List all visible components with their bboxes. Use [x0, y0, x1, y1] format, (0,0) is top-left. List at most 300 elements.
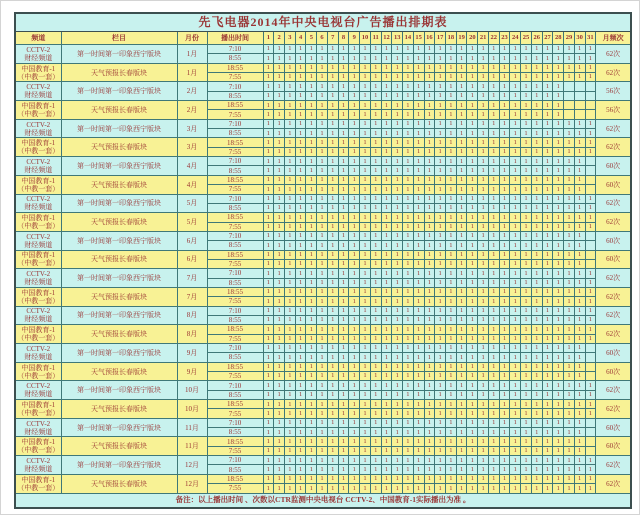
- day-cell: [585, 437, 596, 446]
- day-cell: 1: [403, 259, 414, 268]
- day-cell: 1: [392, 446, 403, 455]
- freq-cell: 62次: [596, 381, 631, 400]
- time-cell: 7:10: [207, 119, 263, 128]
- day-cell: 1: [510, 325, 521, 334]
- day-cell: 1: [424, 231, 435, 240]
- day-cell: 1: [338, 390, 349, 399]
- day-cell: 1: [381, 474, 392, 483]
- day-cell: 1: [499, 119, 510, 128]
- day-cell: 1: [392, 315, 403, 324]
- day-cell: 1: [306, 372, 317, 381]
- day-cell: 1: [488, 203, 499, 212]
- day-cell: 1: [338, 45, 349, 54]
- day-cell: 1: [553, 297, 564, 306]
- day-cell: 1: [456, 185, 467, 194]
- day-cell: 1: [446, 409, 457, 418]
- channel-name-line: CCTV-2: [26, 157, 51, 166]
- day-cell: 1: [510, 231, 521, 240]
- day-cell: 1: [435, 437, 446, 446]
- day-cell: 1: [488, 54, 499, 63]
- day-cell: 1: [392, 129, 403, 138]
- day-cell: 1: [564, 157, 575, 166]
- channel-cell: [15, 194, 61, 213]
- day-cell: 1: [349, 484, 360, 493]
- day-cell: 1: [413, 213, 424, 222]
- day-cell: 1: [499, 400, 510, 409]
- day-cell: 1: [478, 194, 489, 203]
- day-cell: 1: [327, 381, 338, 390]
- day-cell: 1: [553, 110, 564, 119]
- time-cell: 7:55: [207, 484, 263, 493]
- day-cell: 1: [585, 119, 596, 128]
- day-cell: 1: [284, 446, 295, 455]
- day-cell: 1: [499, 166, 510, 175]
- channel-cell: [15, 306, 61, 325]
- day-cell: 1: [263, 287, 274, 296]
- day-cell: 1: [413, 110, 424, 119]
- day-cell: 1: [327, 306, 338, 315]
- day-cell: 1: [478, 73, 489, 82]
- day-cell: 1: [413, 73, 424, 82]
- day-cell: 1: [564, 231, 575, 240]
- header-day-3: 3: [284, 32, 295, 45]
- day-cell: 1: [446, 250, 457, 259]
- day-cell: 1: [510, 45, 521, 54]
- month-cell: 5月: [177, 194, 207, 213]
- month-cell: 2月: [177, 101, 207, 120]
- day-cell: 1: [478, 484, 489, 493]
- header-day-22: 22: [488, 32, 499, 45]
- day-cell: 1: [424, 194, 435, 203]
- day-cell: 1: [478, 54, 489, 63]
- day-cell: 1: [499, 306, 510, 315]
- freq-cell: 60次: [596, 437, 631, 456]
- day-cell: 1: [531, 54, 542, 63]
- day-cell: 1: [456, 381, 467, 390]
- day-cell: 1: [456, 315, 467, 324]
- day-cell: 1: [263, 297, 274, 306]
- day-cell: 1: [435, 82, 446, 91]
- day-cell: 1: [542, 185, 553, 194]
- day-cell: 1: [317, 381, 328, 390]
- day-cell: 1: [531, 278, 542, 287]
- day-cell: 1: [499, 344, 510, 353]
- day-cell: 1: [360, 437, 371, 446]
- day-cell: 1: [392, 353, 403, 362]
- day-cell: 1: [531, 362, 542, 371]
- day-cell: 1: [274, 465, 285, 474]
- day-cell: 1: [392, 231, 403, 240]
- day-cell: 1: [542, 372, 553, 381]
- day-cell: 1: [413, 129, 424, 138]
- day-cell: 1: [553, 45, 564, 54]
- day-cell: 1: [467, 185, 478, 194]
- day-cell: 1: [370, 437, 381, 446]
- day-cell: 1: [467, 101, 478, 110]
- channel-name-line: 财经频道: [24, 91, 53, 100]
- day-cell: 1: [349, 465, 360, 474]
- day-cell: 1: [564, 213, 575, 222]
- day-cell: 1: [274, 45, 285, 54]
- day-cell: 1: [564, 344, 575, 353]
- day-cell: 1: [263, 278, 274, 287]
- day-cell: 1: [478, 334, 489, 343]
- day-cell: 1: [446, 185, 457, 194]
- day-cell: 1: [585, 334, 596, 343]
- day-cell: 1: [585, 203, 596, 212]
- day-cell: 1: [317, 297, 328, 306]
- day-cell: 1: [499, 418, 510, 427]
- time-cell: 7:55: [207, 259, 263, 268]
- day-cell: 1: [564, 325, 575, 334]
- time-cell: 8:55: [207, 129, 263, 138]
- day-cell: 1: [349, 194, 360, 203]
- header-day-23: 23: [499, 32, 510, 45]
- schedule-row: [15, 213, 631, 222]
- day-cell: 1: [510, 110, 521, 119]
- day-cell: 1: [349, 381, 360, 390]
- day-cell: 1: [446, 362, 457, 371]
- day-cell: 1: [360, 306, 371, 315]
- day-cell: 1: [585, 147, 596, 156]
- day-cell: 1: [392, 269, 403, 278]
- day-cell: 1: [263, 381, 274, 390]
- freq-cell: 62次: [596, 456, 631, 475]
- day-cell: 1: [499, 456, 510, 465]
- day-cell: 1: [446, 278, 457, 287]
- program-cell: 天气预报长春版块: [61, 175, 177, 194]
- day-cell: 1: [413, 185, 424, 194]
- day-cell: 1: [499, 372, 510, 381]
- day-cell: 1: [553, 203, 564, 212]
- day-cell: 1: [467, 194, 478, 203]
- day-cell: 1: [284, 213, 295, 222]
- day-cell: 1: [574, 381, 585, 390]
- day-cell: 1: [446, 306, 457, 315]
- day-cell: 1: [360, 63, 371, 72]
- day-cell: 1: [521, 269, 532, 278]
- day-cell: 1: [295, 185, 306, 194]
- day-cell: 1: [435, 110, 446, 119]
- day-cell: 1: [349, 213, 360, 222]
- day-cell: 1: [564, 138, 575, 147]
- day-cell: 1: [317, 203, 328, 212]
- month-cell: 6月: [177, 231, 207, 250]
- day-cell: 1: [542, 474, 553, 483]
- day-cell: 1: [564, 306, 575, 315]
- day-cell: 1: [456, 418, 467, 427]
- day-cell: 1: [360, 194, 371, 203]
- day-cell: 1: [381, 231, 392, 240]
- day-cell: 1: [564, 418, 575, 427]
- time-cell: 7:10: [207, 82, 263, 91]
- day-cell: 1: [478, 409, 489, 418]
- day-cell: 1: [553, 344, 564, 353]
- day-cell: [574, 101, 585, 110]
- day-cell: 1: [284, 241, 295, 250]
- day-cell: 1: [585, 484, 596, 493]
- day-cell: 1: [284, 362, 295, 371]
- day-cell: 1: [338, 101, 349, 110]
- day-cell: 1: [317, 400, 328, 409]
- day-cell: 1: [467, 91, 478, 100]
- day-cell: 1: [521, 175, 532, 184]
- day-cell: 1: [381, 400, 392, 409]
- day-cell: 1: [456, 157, 467, 166]
- day-cell: 1: [306, 390, 317, 399]
- day-cell: 1: [263, 194, 274, 203]
- channel-name-line: CCTV-2: [26, 270, 51, 279]
- channel-cell: [15, 63, 61, 82]
- day-cell: 1: [274, 269, 285, 278]
- time-cell: 7:10: [207, 231, 263, 240]
- day-cell: 1: [542, 82, 553, 91]
- day-cell: 1: [295, 231, 306, 240]
- day-cell: 1: [349, 315, 360, 324]
- day-cell: 1: [349, 400, 360, 409]
- day-cell: 1: [360, 418, 371, 427]
- channel-name-line: 中国教育-1: [21, 438, 56, 447]
- time-cell: 18:55: [207, 287, 263, 296]
- day-cell: 1: [392, 325, 403, 334]
- day-cell: 1: [435, 54, 446, 63]
- day-cell: 1: [424, 353, 435, 362]
- day-cell: 1: [392, 372, 403, 381]
- day-cell: [585, 101, 596, 110]
- day-cell: 1: [531, 484, 542, 493]
- day-cell: 1: [392, 54, 403, 63]
- schedule-row: [15, 45, 631, 54]
- day-cell: 1: [403, 231, 414, 240]
- day-cell: 1: [413, 54, 424, 63]
- program-cell: 第一时间第一印象西宁版块: [61, 82, 177, 101]
- day-cell: 1: [327, 287, 338, 296]
- day-cell: 1: [295, 129, 306, 138]
- day-cell: 1: [435, 418, 446, 427]
- channel-name-line: 中国教育-1: [21, 176, 56, 185]
- day-cell: 1: [284, 185, 295, 194]
- day-cell: 1: [435, 73, 446, 82]
- day-cell: 1: [467, 250, 478, 259]
- day-cell: 1: [446, 203, 457, 212]
- schedule-row: [15, 269, 631, 278]
- day-cell: 1: [381, 437, 392, 446]
- day-cell: 1: [327, 129, 338, 138]
- day-cell: 1: [317, 54, 328, 63]
- day-cell: 1: [295, 175, 306, 184]
- day-cell: 1: [478, 381, 489, 390]
- day-cell: 1: [510, 194, 521, 203]
- day-cell: 1: [542, 428, 553, 437]
- day-cell: 1: [564, 400, 575, 409]
- day-cell: 1: [435, 185, 446, 194]
- day-cell: 1: [435, 119, 446, 128]
- day-cell: 1: [488, 381, 499, 390]
- day-cell: 1: [542, 353, 553, 362]
- day-cell: 1: [295, 315, 306, 324]
- schedule-row: [15, 101, 631, 110]
- day-cell: 1: [392, 484, 403, 493]
- day-cell: 1: [574, 278, 585, 287]
- day-cell: 1: [295, 250, 306, 259]
- day-cell: 1: [274, 428, 285, 437]
- day-cell: 1: [263, 222, 274, 231]
- day-cell: 1: [467, 484, 478, 493]
- day-cell: 1: [274, 456, 285, 465]
- day-cell: 1: [542, 147, 553, 156]
- day-cell: 1: [370, 119, 381, 128]
- freq-cell: 62次: [596, 474, 631, 493]
- day-cell: 1: [574, 334, 585, 343]
- day-cell: 1: [413, 334, 424, 343]
- day-cell: 1: [370, 166, 381, 175]
- day-cell: 1: [499, 269, 510, 278]
- day-cell: 1: [456, 101, 467, 110]
- day-cell: 1: [306, 203, 317, 212]
- day-cell: 1: [370, 185, 381, 194]
- day-cell: 1: [295, 138, 306, 147]
- month-cell: 10月: [177, 381, 207, 400]
- day-cell: 1: [478, 418, 489, 427]
- day-cell: 1: [327, 185, 338, 194]
- day-cell: 1: [392, 381, 403, 390]
- day-cell: 1: [574, 45, 585, 54]
- day-cell: 1: [295, 278, 306, 287]
- day-cell: [585, 344, 596, 353]
- day-cell: 1: [403, 147, 414, 156]
- day-cell: 1: [499, 194, 510, 203]
- header-freq: 月频次: [596, 32, 631, 45]
- channel-name-line: （中教一套）: [17, 147, 60, 156]
- day-cell: 1: [403, 334, 414, 343]
- day-cell: 1: [456, 54, 467, 63]
- month-cell: 5月: [177, 213, 207, 232]
- day-cell: 1: [284, 157, 295, 166]
- day-cell: 1: [456, 372, 467, 381]
- day-cell: 1: [478, 157, 489, 166]
- day-cell: 1: [585, 381, 596, 390]
- day-cell: 1: [456, 138, 467, 147]
- day-cell: 1: [488, 474, 499, 483]
- day-cell: 1: [542, 400, 553, 409]
- day-cell: 1: [456, 353, 467, 362]
- day-cell: 1: [349, 259, 360, 268]
- day-cell: 1: [295, 428, 306, 437]
- schedule-row: [15, 194, 631, 203]
- day-cell: 1: [295, 54, 306, 63]
- day-cell: 1: [478, 269, 489, 278]
- day-cell: [585, 82, 596, 91]
- day-cell: 1: [263, 73, 274, 82]
- day-cell: 1: [381, 306, 392, 315]
- day-cell: 1: [403, 353, 414, 362]
- day-cell: 1: [467, 381, 478, 390]
- day-cell: 1: [370, 259, 381, 268]
- day-cell: 1: [456, 334, 467, 343]
- day-cell: 1: [263, 213, 274, 222]
- day-cell: 1: [574, 119, 585, 128]
- day-cell: 1: [370, 465, 381, 474]
- day-cell: 1: [349, 297, 360, 306]
- day-cell: 1: [435, 315, 446, 324]
- day-cell: 1: [317, 334, 328, 343]
- day-cell: 1: [553, 129, 564, 138]
- day-cell: 1: [424, 297, 435, 306]
- day-cell: 1: [456, 45, 467, 54]
- day-cell: 1: [424, 362, 435, 371]
- header-time: 播出时间: [207, 32, 263, 45]
- day-cell: 1: [274, 157, 285, 166]
- day-cell: 1: [435, 465, 446, 474]
- day-cell: 1: [381, 213, 392, 222]
- day-cell: 1: [392, 474, 403, 483]
- day-cell: 1: [542, 465, 553, 474]
- day-cell: 1: [585, 269, 596, 278]
- day-cell: [585, 259, 596, 268]
- day-cell: 1: [488, 278, 499, 287]
- day-cell: 1: [446, 269, 457, 278]
- channel-cell: [15, 269, 61, 288]
- freq-cell: 62次: [596, 45, 631, 64]
- day-cell: 1: [295, 147, 306, 156]
- channel-cell: [15, 45, 61, 64]
- day-cell: 1: [263, 353, 274, 362]
- day-cell: 1: [499, 259, 510, 268]
- day-cell: 1: [413, 138, 424, 147]
- day-cell: 1: [521, 91, 532, 100]
- day-cell: 1: [284, 166, 295, 175]
- day-cell: 1: [338, 428, 349, 437]
- day-cell: 1: [478, 63, 489, 72]
- day-cell: 1: [574, 138, 585, 147]
- freq-cell: 62次: [596, 213, 631, 232]
- day-cell: [585, 231, 596, 240]
- day-cell: 1: [499, 157, 510, 166]
- day-cell: 1: [521, 203, 532, 212]
- day-cell: 1: [274, 147, 285, 156]
- day-cell: 1: [327, 82, 338, 91]
- day-cell: 1: [370, 63, 381, 72]
- day-cell: 1: [306, 54, 317, 63]
- freq-cell: 60次: [596, 362, 631, 381]
- day-cell: 1: [510, 54, 521, 63]
- day-cell: 1: [317, 250, 328, 259]
- channel-name-line: 中国教育-1: [21, 400, 56, 409]
- day-cell: 1: [585, 287, 596, 296]
- day-cell: 1: [499, 390, 510, 399]
- day-cell: 1: [306, 241, 317, 250]
- day-cell: 1: [392, 194, 403, 203]
- day-cell: 1: [403, 409, 414, 418]
- day-cell: 1: [424, 409, 435, 418]
- day-cell: 1: [284, 456, 295, 465]
- day-cell: 1: [317, 194, 328, 203]
- day-cell: 1: [574, 306, 585, 315]
- day-cell: 1: [553, 194, 564, 203]
- time-cell: 7:55: [207, 297, 263, 306]
- day-cell: 1: [413, 269, 424, 278]
- day-cell: 1: [317, 241, 328, 250]
- day-cell: 1: [424, 63, 435, 72]
- day-cell: 1: [510, 203, 521, 212]
- channel-name-line: CCTV-2: [26, 382, 51, 391]
- day-cell: 1: [531, 297, 542, 306]
- day-cell: 1: [274, 259, 285, 268]
- day-cell: 1: [574, 297, 585, 306]
- day-cell: 1: [349, 157, 360, 166]
- time-cell: 8:55: [207, 91, 263, 100]
- day-cell: 1: [370, 325, 381, 334]
